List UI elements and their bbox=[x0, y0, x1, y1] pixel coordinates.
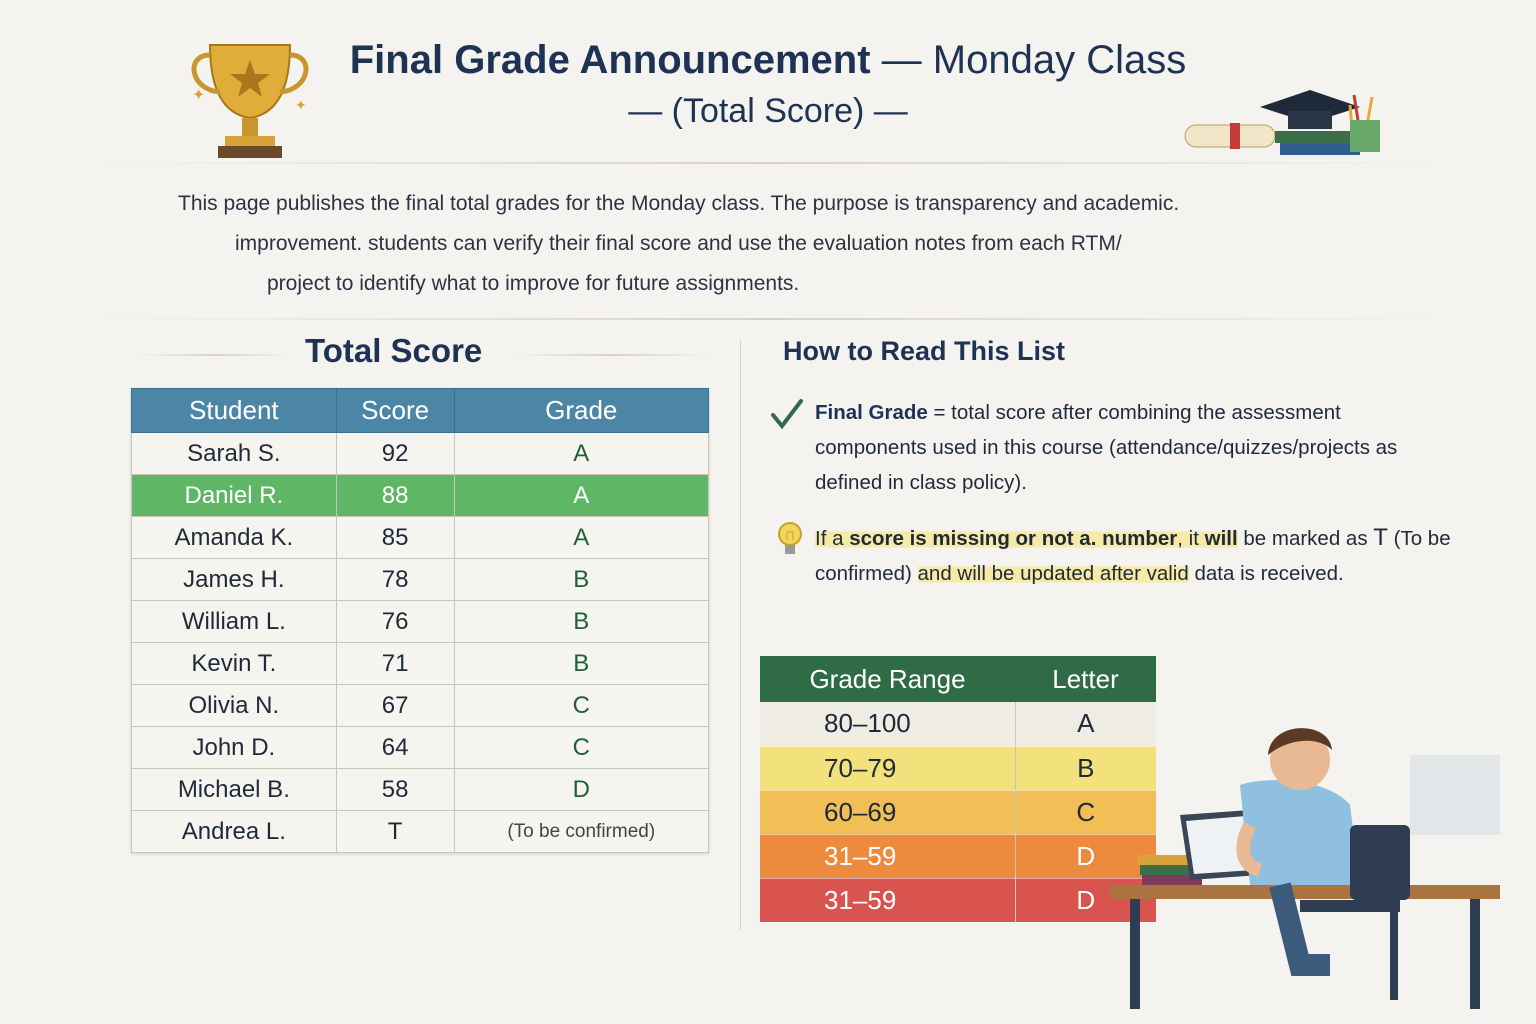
student-name: Andrea L. bbox=[132, 811, 337, 853]
grade-range: 70–79 bbox=[760, 746, 1015, 790]
table-row-highlighted bbox=[132, 475, 709, 517]
table-row bbox=[132, 601, 709, 643]
total-score-table bbox=[131, 388, 709, 853]
grade-scale-row bbox=[760, 746, 1156, 790]
student-name: John D. bbox=[132, 727, 337, 769]
score: 67 bbox=[336, 685, 454, 727]
grade: B bbox=[454, 643, 708, 685]
table-row bbox=[132, 517, 709, 559]
grade: C bbox=[454, 727, 708, 769]
grade: B bbox=[454, 559, 708, 601]
final-grade-note: Final Grade = total score after combining the assessment components used in this course (attendance/quizzes/projects as defined in class policy). bbox=[815, 401, 1398, 494]
grade-range: 31–59 bbox=[760, 834, 1015, 878]
grade: (To be confirmed) bbox=[454, 811, 708, 853]
table-row bbox=[132, 559, 709, 601]
intro-line: This page publishes the final total grades for the Monday class. The purpose is transparency and academic. bbox=[178, 192, 1180, 215]
student-name: Daniel R. bbox=[132, 475, 337, 517]
grade-range: 60–69 bbox=[760, 790, 1015, 834]
total-score-heading: Total Score bbox=[305, 332, 483, 369]
column-header-grade-range: Grade Range bbox=[760, 656, 1015, 702]
score: 58 bbox=[336, 769, 454, 811]
intro-paragraph bbox=[150, 184, 1390, 304]
svg-text:✦: ✦ bbox=[295, 97, 307, 113]
missing-score-note: If a score is missing or not a. number, it will be marked as T (To be confirmed) and will be updated after valid data is received. bbox=[815, 524, 1451, 585]
lightbulb-icon bbox=[774, 520, 806, 560]
score: 71 bbox=[336, 643, 454, 685]
score: 64 bbox=[336, 727, 454, 769]
checkmark-icon bbox=[770, 398, 804, 430]
table-row bbox=[132, 685, 709, 727]
grade-scale-row bbox=[760, 834, 1156, 878]
page-subtitle: — (Total Score) — bbox=[628, 92, 908, 130]
table-row bbox=[132, 811, 709, 853]
grade-letter: D bbox=[1015, 878, 1156, 922]
score: 85 bbox=[336, 517, 454, 559]
grade: A bbox=[454, 475, 708, 517]
student-name: Michael B. bbox=[132, 769, 337, 811]
student-name: Sarah S. bbox=[132, 433, 337, 475]
intro-divider bbox=[100, 318, 1440, 320]
grade-range: 80–100 bbox=[760, 702, 1015, 746]
grade-scale-row bbox=[760, 878, 1156, 922]
grade-scale-row bbox=[760, 702, 1156, 746]
grade: A bbox=[454, 517, 708, 559]
column-header-score: Score bbox=[336, 389, 454, 433]
grade-range: 31–59 bbox=[760, 878, 1015, 922]
student-name: Olivia N. bbox=[132, 685, 337, 727]
student-name: Amanda K. bbox=[132, 517, 337, 559]
score: 78 bbox=[336, 559, 454, 601]
score: 92 bbox=[336, 433, 454, 475]
heading-rule bbox=[140, 354, 290, 356]
grade-scale-table bbox=[760, 656, 1156, 923]
heading-rule bbox=[512, 354, 712, 356]
svg-text:✦: ✦ bbox=[192, 87, 206, 104]
score: 88 bbox=[336, 475, 454, 517]
column-header-grade: Grade bbox=[454, 389, 708, 433]
column-header-student: Student bbox=[132, 389, 337, 433]
score: 76 bbox=[336, 601, 454, 643]
column-divider bbox=[740, 340, 741, 930]
table-row bbox=[132, 433, 709, 475]
header-divider bbox=[100, 162, 1440, 164]
table-row bbox=[132, 727, 709, 769]
page-title: Final Grade Announcement — Monday Class bbox=[349, 38, 1187, 82]
student-name: Kevin T. bbox=[132, 643, 337, 685]
table-row bbox=[132, 643, 709, 685]
grade-letter: B bbox=[1015, 746, 1156, 790]
grade-letter: C bbox=[1015, 790, 1156, 834]
grade-scale-row bbox=[760, 790, 1156, 834]
student-name: James H. bbox=[132, 559, 337, 601]
grade: B bbox=[454, 601, 708, 643]
how-to-read-heading: How to Read This List bbox=[783, 336, 1066, 366]
grade: A bbox=[454, 433, 708, 475]
intro-line: improvement. students can verify their final score and use the evaluation notes from each RTM/ bbox=[235, 232, 1122, 255]
score: T bbox=[336, 811, 454, 853]
grade: D bbox=[454, 769, 708, 811]
grade: C bbox=[454, 685, 708, 727]
table-row bbox=[132, 769, 709, 811]
intro-line: project to identify what to improve for future assignments. bbox=[267, 272, 800, 295]
column-header-letter: Letter bbox=[1015, 656, 1156, 702]
grade-letter: A bbox=[1015, 702, 1156, 746]
grade-letter: D bbox=[1015, 834, 1156, 878]
student-name: William L. bbox=[132, 601, 337, 643]
student-at-desk-illustration bbox=[1100, 715, 1520, 1015]
